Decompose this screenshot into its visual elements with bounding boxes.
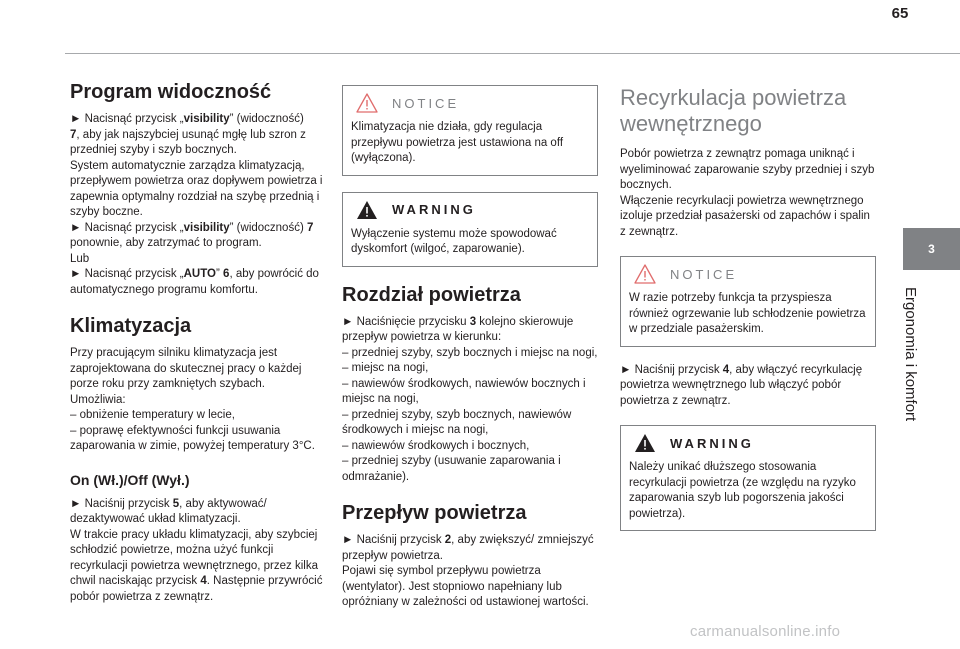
column-right: [620, 85, 876, 547]
chapter-tab[interactable]: 3: [903, 228, 960, 270]
paragraph: Przy pracującym silniku klimatyzacja jest zaprojektowana do skutecznej pracy o każdej porze roku przy zamkniętych szybach. Umożliwia: – obniżenie temperatury w lecie, – poprawę efektywności funkcji usuwania zaparowania w zimie, powyżej temperatury 3°C.: [70, 347, 315, 452]
footer-watermark: carmanualsonline.info: [690, 623, 841, 640]
notice-text: W razie potrzeby funkcja ta przyspiesza również ogrzewanie lub schłodzenie powietrza w przedziale pasażerskim.: [629, 292, 866, 335]
paragraph: ► Naciśnij przycisk 5, aby aktywować/ dezaktywować układ klimatyzacji. W trakcie pracy układu klimatyzacji, aby szybciej schłodzić powietrze, można użyć funkcji recyrkulacji powietrza wewnętrznego, przez kilka chwil naciskając przycisk 4. Następnie przywrócić pobór powietrza z zewnątrz.: [70, 497, 323, 603]
notice-box: [620, 256, 876, 347]
page-number: 65: [891, 5, 909, 22]
chapter-title: Ergonomia i komfort: [902, 287, 919, 422]
paragraph: ► Naciśnięcie przycisku 3 kolejno skierowuje przepływ powietrza w kierunku: – przedniej szyby, szyb bocznych i miejsc na nogi, – miejsc na nogi, – nawiewów środkowych, nawiewów bocznych i miejsc na nogi, – przedniej szyby, szyb bocznych, nawiewów środkowych i miejsc na nogi, – nawiewów środkowych i bocznych, – przedniej szyby (usuwanie zaparowania i odmrażanie).: [342, 315, 598, 483]
subsection-title-onoff: On (Wł.)/Off (Wył.): [70, 471, 190, 488]
notice-text: Klimatyzacja nie działa, gdy regulacja przepływu powietrza jest ustawiona na off (wyłączona).: [351, 121, 564, 164]
notice-triangle-icon: [356, 93, 378, 113]
column-middle: [342, 85, 598, 627]
warning-text: Należy unikać dłuższego stosowania recyrkulacji powietrza (ze względu na ryzyko zaparowania szyb lub pogorszenia jakości powietrza).: [629, 461, 856, 520]
warning-triangle-icon: [356, 200, 378, 220]
section-title-recirculation: Recyrkulacja powietrza wewnętrznego: [620, 85, 847, 136]
paragraph: ► Naciśnij przycisk 2, aby zwiększyć/ zmniejszyć przepływ powietrza. Pojawi się symbol przepływu powietrza (wentylator). Jest stopniowo napełniany lub opróżniany w zależności od ustawionej wartości.: [342, 534, 594, 608]
section-title-distribution: Rozdział powietrza: [342, 283, 521, 306]
notice-box: [342, 85, 598, 176]
section-title-visibility: Program widoczność: [70, 81, 272, 103]
column-left: [70, 80, 326, 621]
warning-title: WARNING: [670, 435, 754, 451]
section-title-flow: Przepływ powietrza: [342, 502, 527, 524]
warning-triangle-icon: [634, 433, 656, 453]
header-rule: [65, 53, 960, 54]
paragraph: ► Naciśnij przycisk 4, aby włączyć recyrkulację powietrza wewnętrznego lub włączyć pobór powietrza z zewnątrz.: [620, 363, 863, 407]
section-title-aircon: Klimatyzacja: [70, 315, 192, 337]
notice-title: NOTICE: [670, 266, 738, 282]
paragraph: ► Nacisnąć przycisk „visibility” (widoczność) 7, aby jak najszybciej usunąć mgłę lub szron z przedniej szyby i szyb bocznych. System automatycznie zarządza klimatyzacją, przepływem powietrza oraz dopływem powietrza i zapewnia optymalny rozdział na szybę przednią i szyby boczne. ► Nacisnąć przycisk „visibility” (widoczność) 7 ponownie, aby zatrzymać to program. Lub ► Nacisnąć przycisk „AUTO” 6, aby powrócić do automatycznego programu komfortu.: [70, 113, 323, 296]
warning-title: WARNING: [392, 202, 476, 217]
notice-title: NOTICE: [392, 95, 460, 111]
warning-box: [620, 425, 876, 531]
paragraph: Pobór powietrza z zewnątrz pomaga uniknąć i wyeliminować zaparowanie szyby przedniej i szyb bocznych. Włączenie recyrkulacji powietrza wewnętrznego izoluje przedział pasażerski od zapachów i spalin z zewnątrz.: [620, 148, 875, 238]
warning-box: [342, 192, 598, 267]
warning-text: Wyłączenie systemu może spowodować dyskomfort (wilgoć, zaparowanie).: [351, 227, 557, 255]
notice-triangle-icon: [634, 264, 656, 284]
